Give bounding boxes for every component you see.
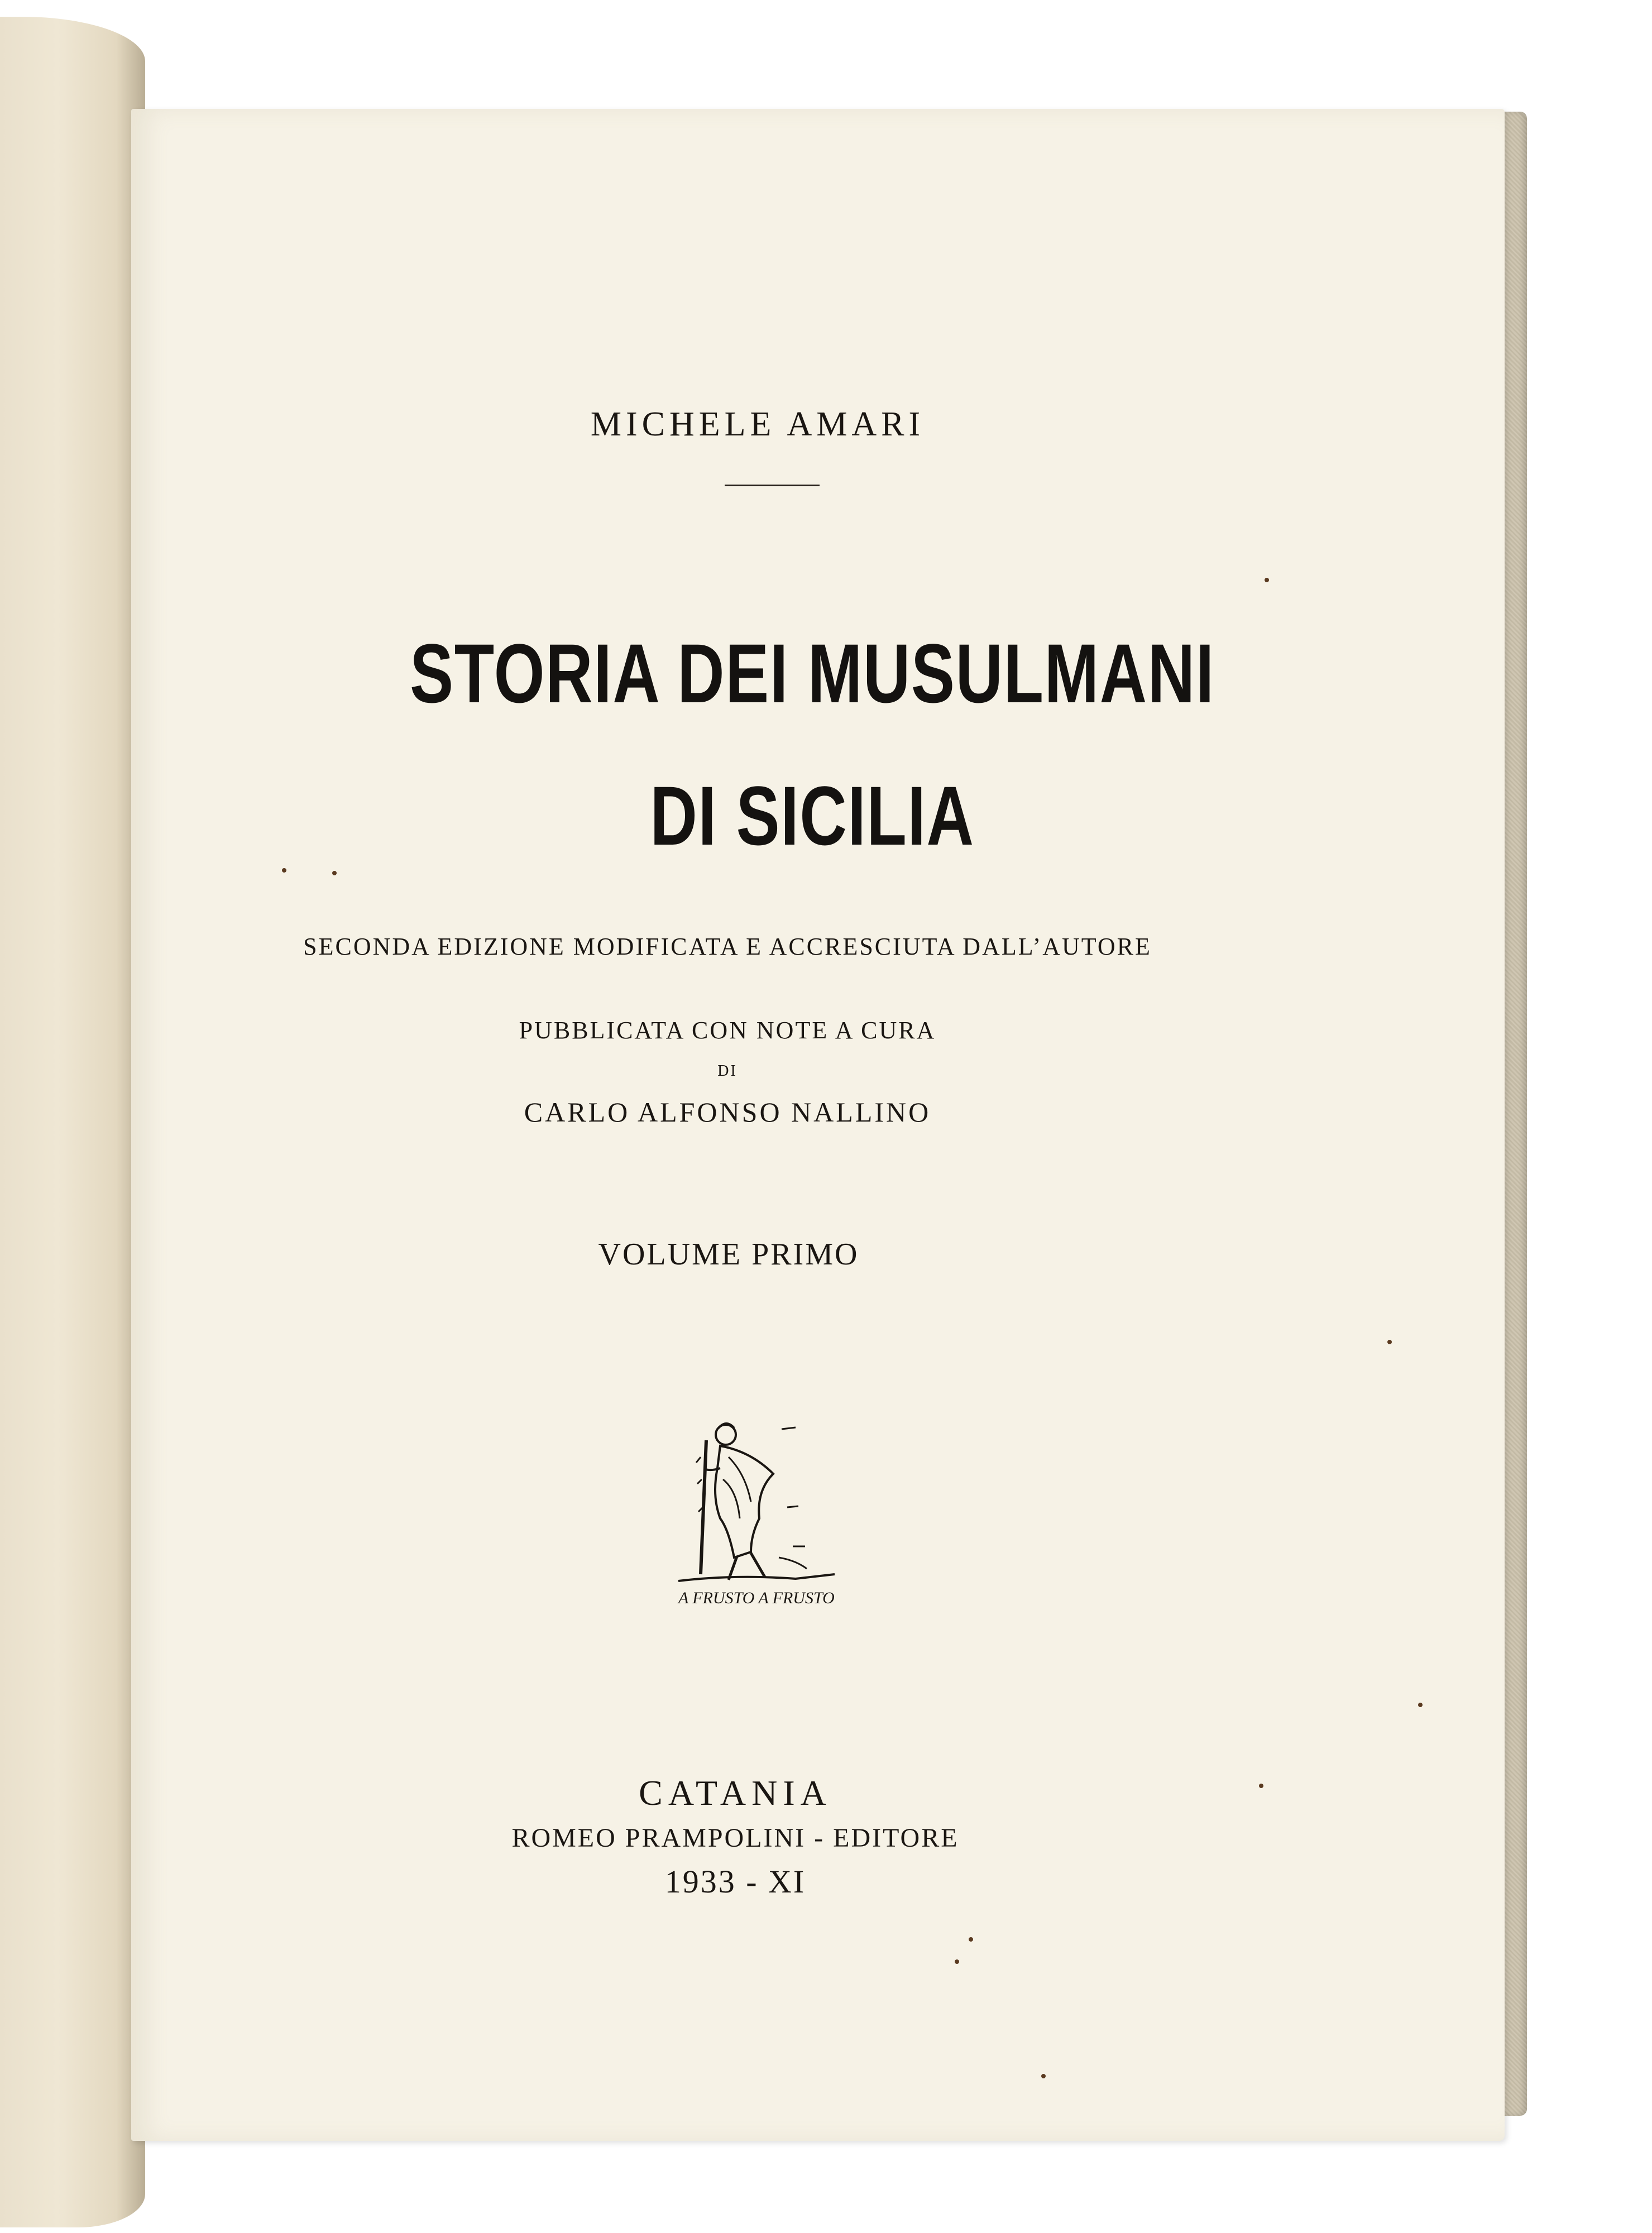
editor-name: CARLO ALFONSO NALLINO bbox=[524, 1096, 931, 1128]
by-word: DI bbox=[717, 1062, 738, 1080]
foxing-speck bbox=[1265, 578, 1269, 582]
foxing-speck bbox=[282, 868, 286, 873]
book-title-line-1: STORIA DEI MUSULMANI bbox=[410, 626, 1215, 720]
publisher-name: ROMEO PRAMPOLINI - EDITORE bbox=[511, 1823, 959, 1853]
foxing-speck bbox=[1387, 1340, 1392, 1344]
publication-city: CATANIA bbox=[639, 1773, 832, 1813]
edition-note: SECONDA EDIZIONE MODIFICATA E ACCRESCIUTA DALL’AUTORE bbox=[303, 933, 1152, 960]
foxing-speck bbox=[955, 1959, 959, 1964]
printers-device-wanderer-icon bbox=[667, 1407, 857, 1613]
book-title-line-2: DI SICILIA bbox=[650, 769, 975, 862]
foxing-speck bbox=[1418, 1703, 1423, 1707]
author-name: MICHELE AMARI bbox=[590, 405, 925, 443]
foxing-speck bbox=[969, 1937, 973, 1942]
author-divider-rule bbox=[725, 485, 820, 486]
volume-label: VOLUME PRIMO bbox=[598, 1237, 859, 1272]
device-motto: A FRUSTO A FRUSTO bbox=[678, 1589, 835, 1607]
publication-date: 1933 - XI bbox=[664, 1863, 806, 1900]
published-with-notes: PUBBLICATA CON NOTE A CURA bbox=[519, 1017, 936, 1044]
foxing-speck bbox=[332, 871, 337, 875]
title-page bbox=[131, 109, 1505, 2141]
foxing-speck bbox=[1259, 1784, 1263, 1788]
foxing-speck bbox=[1041, 2074, 1046, 2078]
